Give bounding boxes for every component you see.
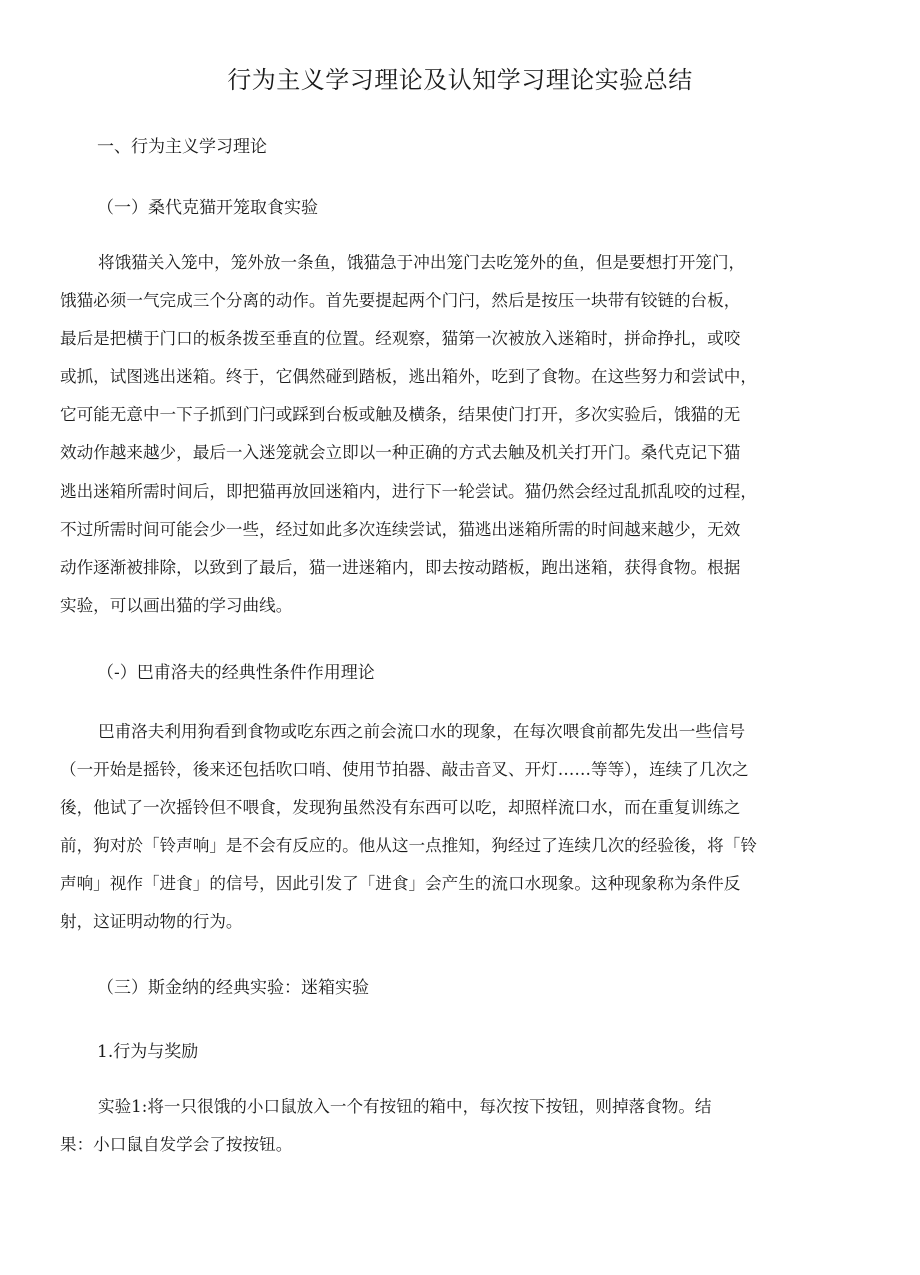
paragraph-line: 实验，可以画出猫的学习曲线。 — [60, 595, 293, 615]
paragraph-line: 动作逐渐被排除，以致到了最后，猫一进迷箱内，即去按动踏板，跑出迷箱，获得食物。根据 — [60, 557, 741, 577]
paragraph-pavlov — [60, 713, 820, 942]
paragraph-line: 将饿猫关入笼中，笼外放一条鱼，饿猫急于冲出笼门去吃笼外的鱼，但是要想打开笼门， — [98, 253, 746, 272]
subheading-behavior-reward: 1.行为与奖励 — [97, 1042, 199, 1062]
paragraph-line: 最后是把横于门口的板条拨至垂直的位置。经观察，猫第一次被放入迷箱时，拼命挣扎，或咬 — [60, 329, 741, 349]
document-title: 行为主义学习理论及认知学习理论实验总结 — [227, 66, 693, 94]
paragraph-thorndike — [60, 244, 820, 625]
subheading-skinner: （三）斯金纳的经典实验：迷箱实验 — [97, 978, 369, 998]
paragraph-line: 实验1:将一只很饿的小口鼠放入一个有按钮的箱中，每次按下按钮，则掉落食物。结 — [98, 1097, 712, 1116]
paragraph-line: （一开始是摇铃，後来还包括吹口哨、使用节拍器、敲击音叉、开灯……等等），连续了几次之 — [60, 760, 749, 780]
section-heading-behaviorism: 一、行为主义学习理论 — [97, 137, 267, 157]
paragraph-line: 它可能无意中一下子抓到门闩或踩到台板或触及横条，结果使门打开，多次实验后，饿猫的无 — [60, 405, 741, 425]
paragraph-line: 巴甫洛夫利用狗看到食物或吃东西之前会流口水的现象，在每次喂食前都先发出一些信号 — [98, 722, 746, 741]
paragraph-line: 後，他试了一次摇铃但不喂食，发现狗虽然没有东西可以吃，却照样流口水，而在重复训练之 — [60, 798, 741, 818]
paragraph-line: 或抓，试图逃出迷箱。终于，它偶然碰到踏板，逃出箱外，吃到了食物。在这些努力和尝试中， — [60, 367, 757, 387]
paragraph-line: 不过所需时间可能会少一些，经过如此多次连续尝试，猫逃出迷箱所需的时间越来越少，无效 — [60, 519, 741, 539]
paragraph-line: 声响」视作「进食」的信号，因此引发了「进食」会产生的流口水现象。这种现象称为条件反 — [60, 874, 741, 894]
paragraph-line: 逃出迷箱所需时间后，即把猫再放回迷箱内，进行下一轮尝试。猫仍然会经过乱抓乱咬的过程， — [60, 481, 757, 501]
paragraph-line: 射，这证明动物的行为。 — [60, 912, 243, 932]
subheading-pavlov: （-）巴甫洛夫的经典性条件作用理论 — [97, 663, 375, 683]
paragraph-line: 果：小口鼠自发学会了按按钮。 — [60, 1135, 293, 1155]
paragraph-line: 饿猫必须一气完成三个分离的动作。首先要提起两个门闩，然后是按压一块带有铰链的台板， — [60, 291, 741, 311]
paragraph-line: 前，狗对於「铃声响」是不会有反应的。他从这一点推知，狗经过了连续几次的经验後，将「铃 — [60, 836, 757, 856]
subheading-thorndike: （一）桑代克猫开笼取食实验 — [97, 198, 318, 218]
paragraph-line: 效动作越来越少，最后一入迷笼就会立即以一种正确的方式去触及机关打开门。桑代克记下猫 — [60, 443, 741, 463]
paragraph-experiment-1 — [60, 1088, 820, 1164]
